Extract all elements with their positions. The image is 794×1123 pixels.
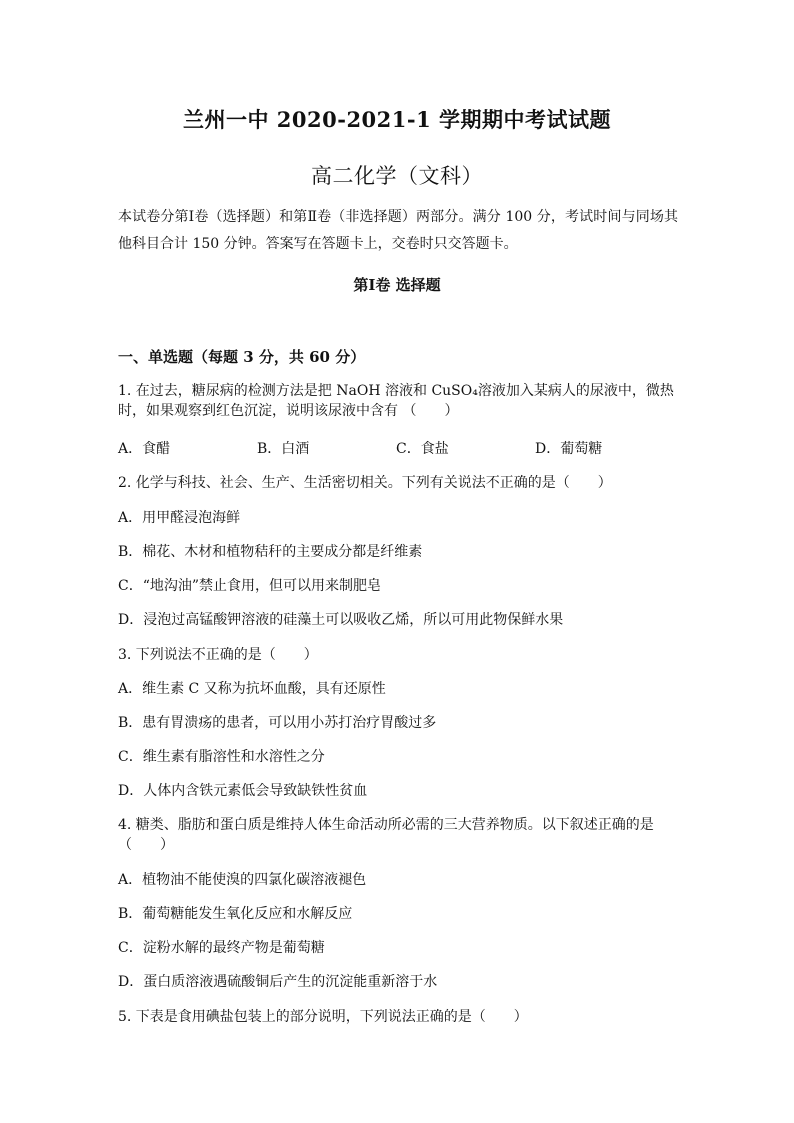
question-2-option-a: A．用甲醛浸泡海鲜 [118, 510, 241, 526]
question-1-option-a: A．食醋 [118, 441, 171, 457]
question-3-option-c: C．维生素有脂溶性和水溶性之分 [118, 749, 325, 765]
question-2-option-c: C．“地沟油”禁止食用，但可以用来制肥皂 [118, 578, 382, 594]
question-2-stem: 2. 化学与科技、社会、生产、生活密切相关。下列有关说法不正确的是（ ） [118, 475, 612, 491]
question-3-option-d: D．人体内含铁元素低会导致缺铁性贫血 [118, 783, 368, 799]
question-5-stem: 5. 下表是食用碘盐包装上的部分说明，下列说法正确的是（ ） [118, 1009, 528, 1025]
question-2-option-b: B．棉花、木材和植物秸秆的主要成分都是纤维素 [118, 544, 423, 560]
exam-intro: 本试卷分第Ⅰ卷（选择题）和第Ⅱ卷（非选择题）两部分。满分 100 分，考试时间与同场其他科目合计 150 分钟。答案写在答题卡上，交卷时只交答题卡。 [118, 209, 678, 252]
question-3-option-b: B．患有胃溃疡的患者，可以用小苏打治疗胃酸过多 [118, 715, 437, 731]
question-4-stem: 4. 糖类、脂肪和蛋白质是维持人体生命活动所必需的三大营养物质。以下叙述正确的是（ ） [118, 817, 654, 853]
question-4-option-a: A．植物油不能使溴的四氯化碳溶液褪色 [118, 872, 367, 888]
part-title: 一、单选题（每题 3 分，共 60 分） [118, 348, 366, 366]
section-title: 第Ⅰ卷 选择题 [353, 276, 441, 294]
question-3-stem: 3. 下列说法不正确的是（ ） [118, 647, 318, 663]
exam-subtitle: 高二化学（文科） [311, 164, 483, 188]
question-1-option-c: C．食盐 [396, 441, 449, 457]
question-4-option-c: C．淀粉水解的最终产物是葡萄糖 [118, 940, 325, 956]
exam-title: 兰州一中 2020-2021-1 学期期中考试试题 [182, 107, 612, 132]
question-4-option-d: D．蛋白质溶液遇硫酸铜后产生的沉淀能重新溶于水 [118, 974, 438, 990]
question-1-stem: 1. 在过去，糖尿病的检测方法是把 NaOH 溶液和 CuSO₄溶液加入某病人的尿液中，微热时，如果观察到红色沉淀，说明该尿液中含有 （ ） [118, 383, 674, 419]
question-2-option-d: D．浸泡过高锰酸钾溶液的硅藻土可以吸收乙烯，所以可用此物保鲜水果 [118, 612, 564, 628]
question-1-option-b: B．白酒 [257, 441, 310, 457]
question-3-option-a: A．维生素 C 又称为抗坏血酸，具有还原性 [118, 681, 386, 697]
question-1-option-d: D．葡萄糖 [535, 441, 603, 457]
question-4-option-b: B．葡萄糖能发生氧化反应和水解反应 [118, 906, 353, 922]
